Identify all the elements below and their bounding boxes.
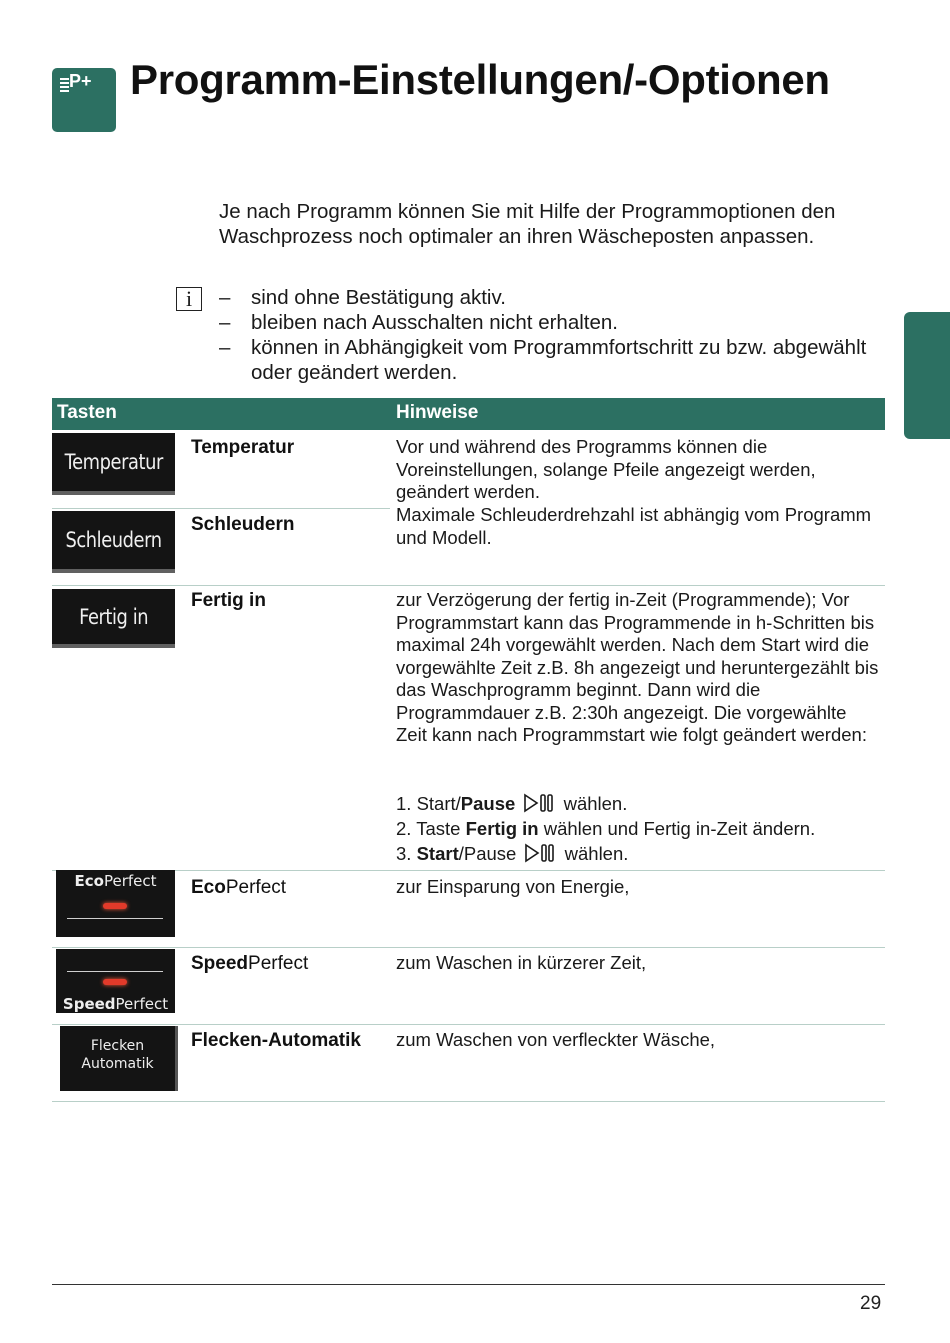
finish-in-button-image: Fertig in xyxy=(52,589,175,648)
row-divider xyxy=(52,508,390,509)
row-divider xyxy=(52,585,885,586)
stain-automatic-label: Flecken-Automatik xyxy=(191,1030,361,1051)
spin-label: Schleudern xyxy=(191,514,295,535)
row-divider xyxy=(52,1101,885,1102)
ecoperfect-button-image: EcoPerfect xyxy=(56,870,175,937)
temperature-label: Temperatur xyxy=(191,437,295,458)
list-item: – sind ohne Bestätigung aktiv. xyxy=(219,286,506,309)
speedperfect-button-image: SpeedPerfect xyxy=(56,949,175,1013)
finish-in-label: Fertig in xyxy=(191,590,266,611)
page-title: Programm-Einstellungen/-Optionen xyxy=(130,56,830,103)
ecoperfect-note: zur Einsparung von Energie, xyxy=(396,876,630,897)
column-header-notes: Hinweise xyxy=(396,402,479,423)
start-pause-icon xyxy=(523,843,557,863)
list-item: – können in Abhängigkeit vom Programmfortschritt zu bzw. abgewählt oder geändert werden. xyxy=(219,336,867,384)
row-divider xyxy=(52,947,885,948)
start-pause-icon xyxy=(522,793,556,813)
led-indicator xyxy=(103,903,127,909)
row-divider xyxy=(52,870,885,871)
column-header-keys: Tasten xyxy=(57,402,117,423)
stain-automatic-button-image: Flecken Automatik xyxy=(60,1026,178,1091)
ecoperfect-label: EcoPerfect xyxy=(191,877,287,898)
row-divider xyxy=(52,1024,885,1025)
finish-in-step-3: 3. Start/Pause wählen. xyxy=(396,843,629,864)
led-indicator xyxy=(103,979,127,985)
stain-automatic-note: zum Waschen von verfleckter Wäsche, xyxy=(396,1029,716,1050)
info-list xyxy=(219,285,889,385)
temperature-button-image: Temperatur xyxy=(52,433,175,495)
footer-divider xyxy=(52,1284,885,1285)
page-number: 29 xyxy=(860,1293,882,1314)
spin-note: Maximale Schleuderdrehzahl ist abhängig vom Programm und Modell. xyxy=(396,504,872,548)
list-item: – bleiben nach Ausschalten nicht erhalten. xyxy=(219,311,618,334)
finish-in-step-1: 1. Start/Pause wählen. xyxy=(396,793,628,814)
section-tab-marker xyxy=(904,312,950,439)
temperature-note: Vor und während des Programms können die Voreinstellungen, solange Pfeile angezeigt werden, geändert werden. xyxy=(396,436,816,502)
table-header xyxy=(52,398,885,430)
intro-paragraph: Je nach Programm können Sie mit Hilfe der Programmoptionen den Waschprozess noch optimaler an ihren Wäscheposten anpassen. xyxy=(219,200,836,248)
speedperfect-label: SpeedPerfect xyxy=(191,953,309,974)
info-icon: i xyxy=(176,287,202,311)
finish-in-note: zur Verzögerung der fertig in-Zeit (Programmende); Vor Programmstart kann das Programmende in h-Schritten bis maximal 24h vorgewählt werden. Nach dem Start wird die vorgewählte Zeit z.B. 8h angezeigt und heruntergezählt bis das Waschprogramm beginnt. Dann wird die Programmdauer z.B. 2:30h angezeigt. Die vorgewählte Zeit kann nach Programmstart wie folgt geändert werden: xyxy=(396,589,879,745)
spin-button-image: Schleudern xyxy=(52,511,175,573)
speedperfect-note: zum Waschen in kürzerer Zeit, xyxy=(396,952,647,973)
program-plus-icon xyxy=(52,68,116,132)
logo-text: P+ xyxy=(69,71,92,91)
finish-in-step-2: 2. Taste Fertig in wählen und Fertig in-Zeit ändern. xyxy=(396,818,816,839)
